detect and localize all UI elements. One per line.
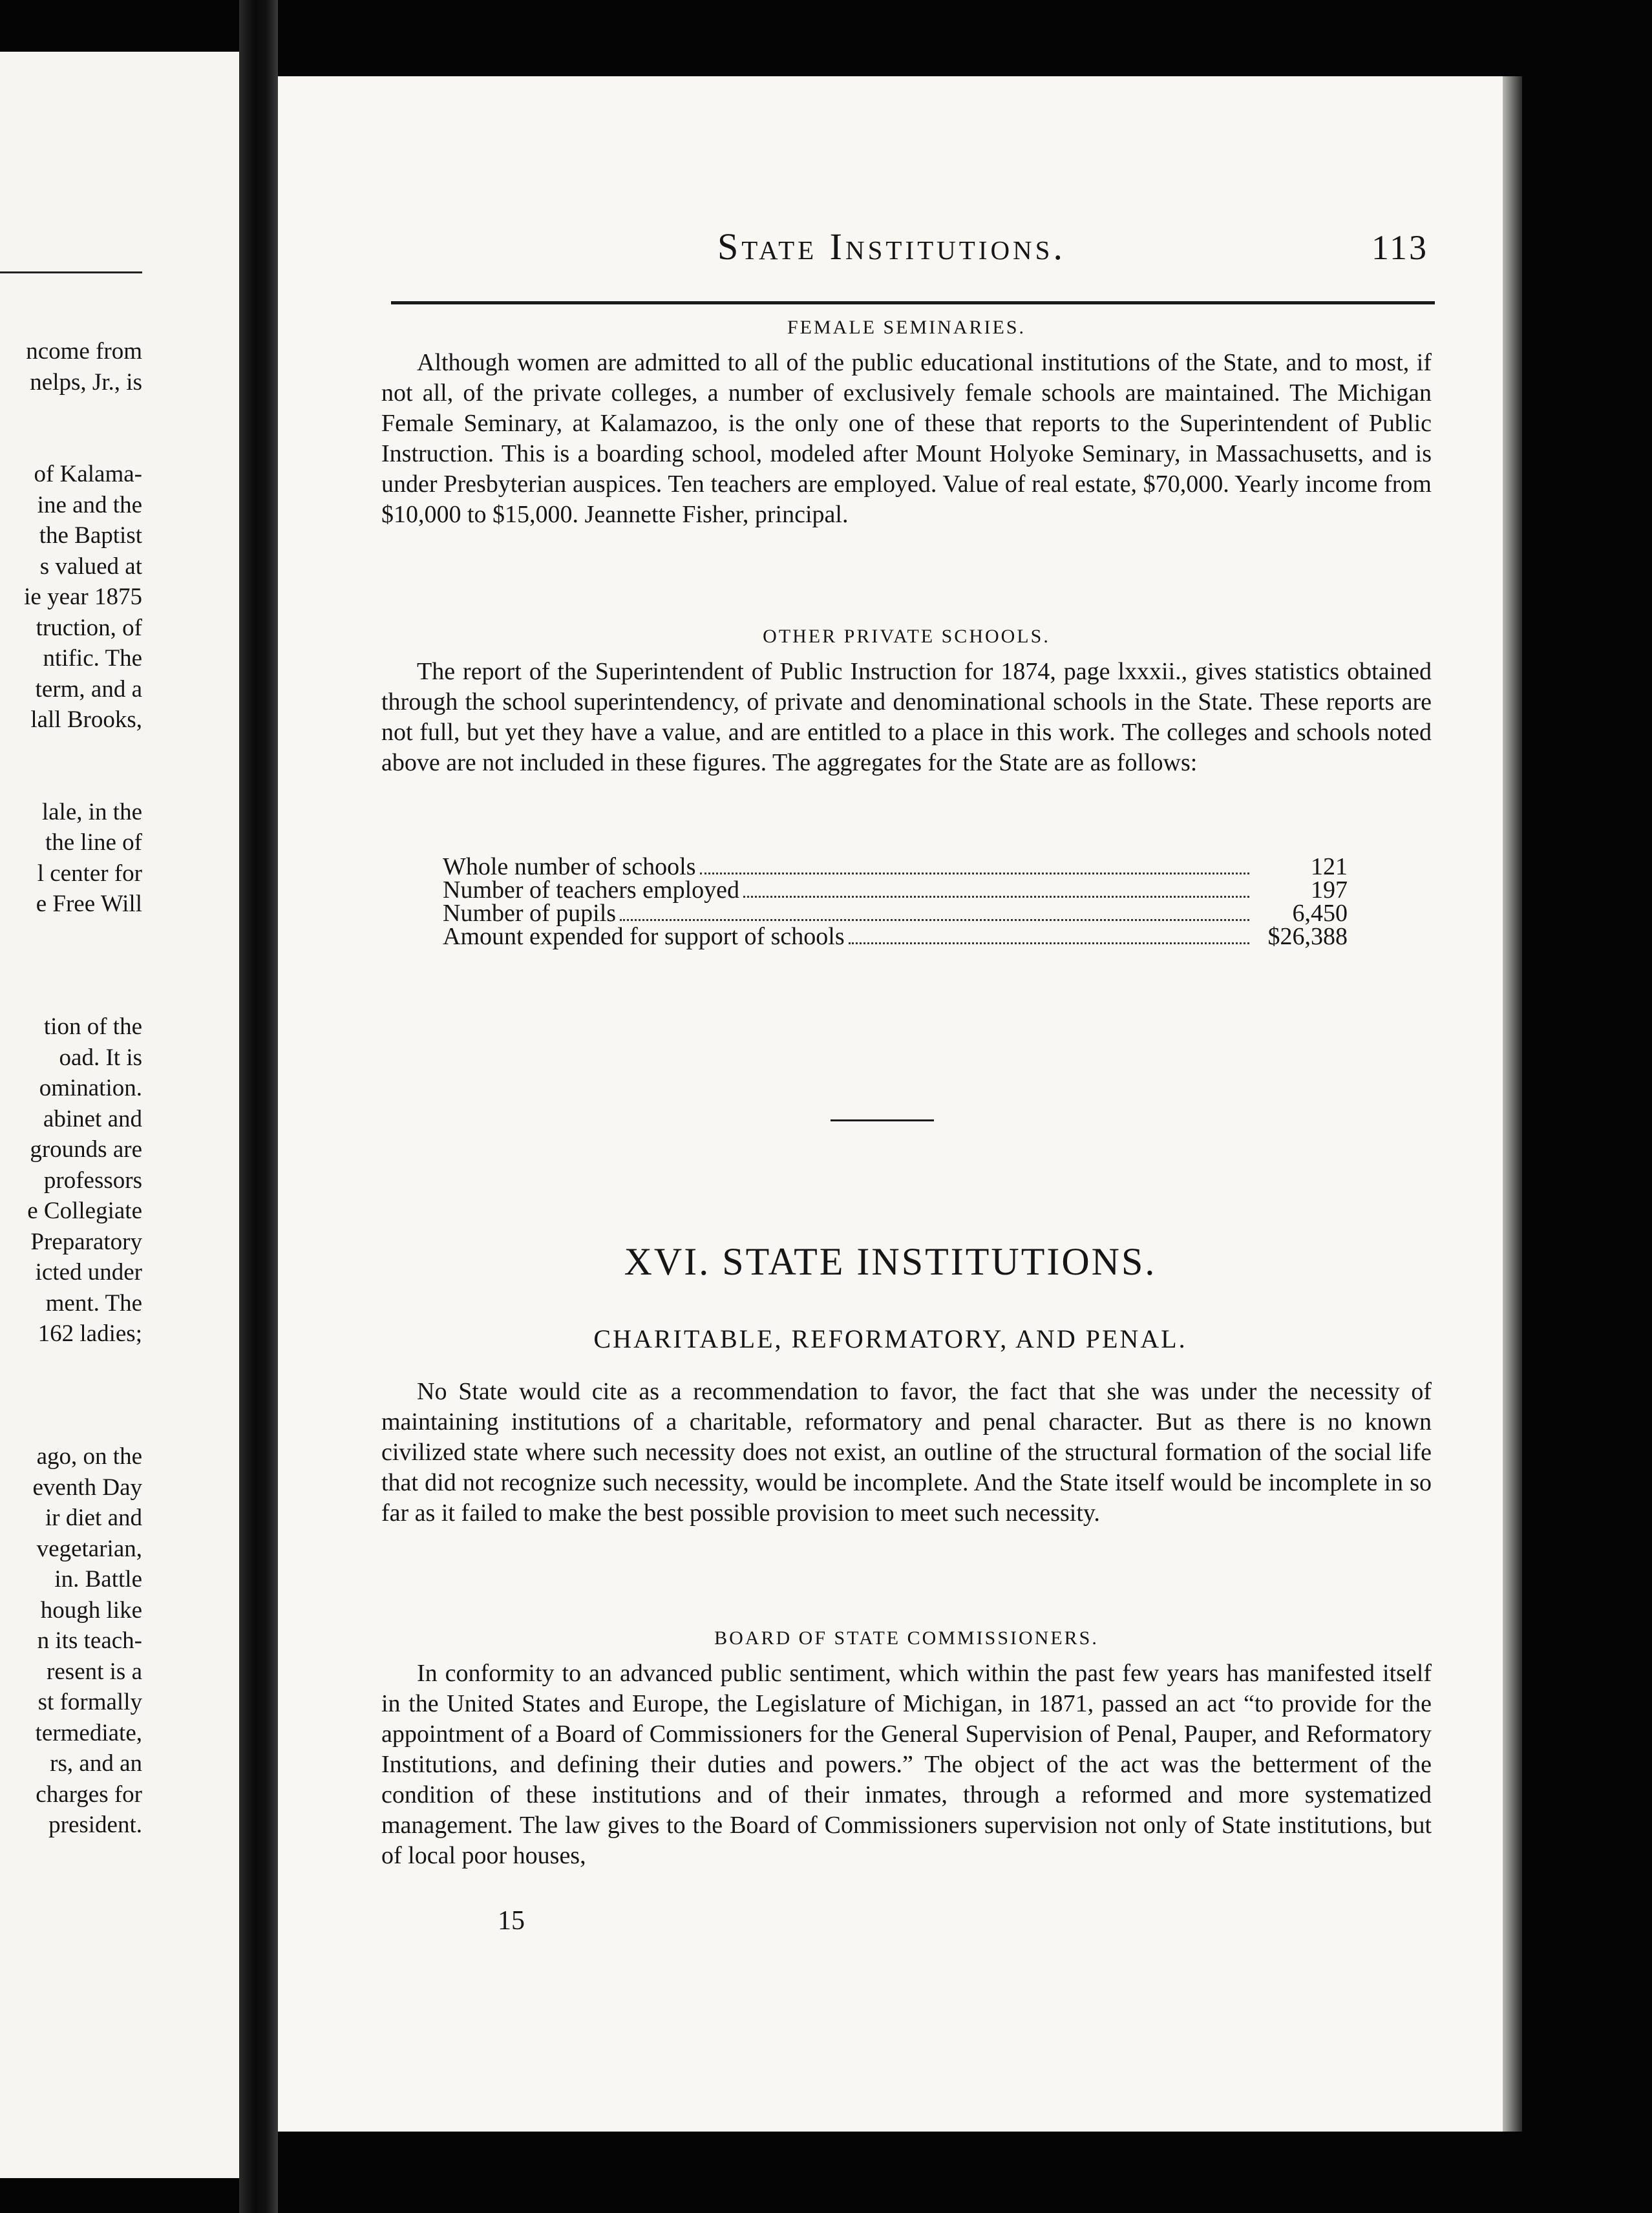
aggregate-row — [443, 855, 1348, 878]
aggregate-value: 121 — [1311, 853, 1348, 880]
previous-page-line — [0, 736, 142, 767]
previous-page-line: nelps, Jr., is — [30, 368, 142, 396]
aggregate-label: Whole number of schools — [443, 853, 696, 880]
previous-page-line: in. Battle — [54, 1566, 142, 1593]
paragraph-chapter-intro: No State would cite as a recommendation to favor, the fact that she was under the necessity of maintaining institutions of a charitable, reformatory and penal character. But as there is no known civilized state where such necessity does not exist, an outline of the structural formation of the social life that did not recognize such necessity, would be incomplete. And the State itself would be incomplete in so far as it failed to make the best possible provision to meet such necessity. — [381, 1378, 1432, 1527]
previous-page-text — [0, 336, 142, 1841]
previous-page-line — [0, 397, 142, 429]
previous-page-line: lale, in the — [41, 798, 142, 825]
section-heading-other-private-schools: OTHER PRIVATE SCHOOLS. — [763, 626, 1050, 647]
previous-page-line: 162 ladies; — [37, 1320, 142, 1347]
previous-page-line: charges for — [36, 1781, 142, 1808]
aggregate-label: Number of pupils — [443, 900, 617, 927]
previous-page-line: ago, on the — [36, 1443, 142, 1470]
previous-page-line: ir diet and — [45, 1505, 142, 1531]
previous-page-line: grounds are — [30, 1136, 142, 1163]
leader-dots — [849, 942, 1249, 944]
previous-page-line: ncome from — [26, 338, 142, 365]
other-private-schools-section — [381, 626, 1432, 778]
previous-page-line: lall Brooks, — [30, 706, 142, 733]
previous-page-fragment — [0, 52, 239, 2178]
running-head — [278, 225, 1503, 277]
previous-page-line: eventh Day — [32, 1474, 142, 1501]
page-edge-shadow — [1503, 76, 1522, 2132]
previous-page-line: ine and the — [37, 491, 142, 518]
previous-page-line — [0, 429, 142, 460]
leader-dots — [700, 873, 1249, 874]
aggregate-row — [443, 878, 1348, 902]
aggregate-value: $26,388 — [1267, 923, 1348, 950]
female-seminaries-section — [381, 317, 1432, 530]
previous-page-line: vegetarian, — [36, 1535, 142, 1562]
aggregate-label: Amount expended for support of schools — [443, 923, 845, 950]
previous-page-line — [0, 920, 142, 951]
board-section — [381, 1627, 1432, 1871]
previous-page-line: e Collegiate — [27, 1198, 142, 1224]
previous-page-line: e Free Will — [36, 891, 142, 917]
previous-page-line: termediate, — [35, 1719, 142, 1746]
page-number: 113 — [1371, 228, 1428, 267]
aggregate-label: Number of teachers employed — [443, 876, 739, 904]
section-heading-board: BOARD OF STATE COMMISSIONERS. — [714, 1627, 1099, 1649]
previous-page-line: l center for — [37, 860, 142, 887]
previous-page-line: the Baptist — [39, 522, 142, 549]
chapter-title: XVI. STATE INSTITUTIONS. — [624, 1240, 1157, 1283]
previous-page-line: abinet and — [43, 1105, 142, 1132]
aggregate-value: 6,450 — [1292, 900, 1348, 927]
previous-page-head-rule — [0, 271, 142, 273]
previous-page-line: term, and a — [35, 675, 142, 703]
previous-page-line: resent is a — [47, 1658, 142, 1685]
paragraph-female-seminaries: Although women are admitted to all of the public educational institutions of the State, and to most, if not all, of the private colleges, a number of exclusively female schools are maintained. The Michigan Female Seminary, at Kalamazoo, is the only one of these that reports to the Superintendent of Public Instruction. This is a boarding school, modeled after Mount Holyoke Seminary, in Massachusetts, and is under Presbyterian auspices. Ten teachers are employed. Value of real estate, $70,000. Yearly income from $10,000 to $15,000. Jeannette Fisher, principal. — [381, 349, 1432, 528]
previous-page-line — [0, 766, 142, 797]
previous-page-line: the line of — [45, 829, 142, 856]
paragraph-other-private-schools: The report of the Superintendent of Public Instruction for 1874, page lxxxii., gives statistics obtained through the school superintendency, of private and denominational schools in the State. These reports are not full, but yet they have a value, and are entitled to a place in this work. The colleges and schools noted above are not included in these figures. The aggregates for the State are as follows: — [381, 658, 1432, 776]
previous-page-line: of Kalama- — [34, 461, 142, 487]
previous-page-line: rs, and an — [50, 1750, 142, 1777]
header-rule — [391, 301, 1435, 304]
previous-page-line: truction, of — [36, 614, 142, 641]
aggregate-row — [443, 925, 1348, 948]
section-heading-female-seminaries: FEMALE SEMINARIES. — [787, 317, 1026, 338]
previous-page-line: president. — [48, 1812, 142, 1838]
aggregate-row — [443, 902, 1348, 925]
previous-page-line: ie year 1875 — [24, 584, 142, 610]
previous-page-line: Preparatory — [30, 1228, 142, 1255]
aggregates-table — [443, 855, 1348, 948]
previous-page-line: ment. The — [45, 1289, 142, 1317]
chapter-intro-section — [381, 1377, 1432, 1529]
previous-page-line: ntific. The — [43, 645, 142, 672]
previous-page-line: s valued at — [39, 553, 142, 580]
book-gutter — [239, 0, 278, 2213]
previous-page-line — [0, 1350, 142, 1381]
leader-dots — [743, 896, 1249, 898]
previous-page-line: hough like — [40, 1596, 142, 1624]
signature-mark: 15 — [498, 1906, 525, 1936]
chapter-subtitle: CHARITABLE, REFORMATORY, AND PENAL. — [593, 1324, 1187, 1353]
previous-page-line — [0, 950, 142, 981]
section-divider — [831, 1119, 934, 1121]
aggregate-value: 197 — [1311, 876, 1348, 904]
previous-page-line — [0, 981, 142, 1012]
previous-page-line: omination. — [39, 1075, 142, 1101]
paragraph-board: In conformity to an advanced public sentiment, which within the past few years has manifested itself in the United States and Europe, the Legislature of Michigan, in 1871, passed an act “to provide for the appointment of a Board of Commissioners for the General Supervision of Penal, Pauper, and Reformatory Institutions, and defining their duties and powers.” The object of the act was the betterment of the condition of these institutions and of their inmates, through a reformed and more systematized management. The law gives to the Board of Commissioners supervision not only of State institutions, but of local poor houses, — [381, 1660, 1432, 1869]
previous-page-line: icted under — [35, 1259, 142, 1286]
running-title: State Institutions. — [717, 226, 1066, 268]
previous-page-line: professors — [43, 1167, 142, 1194]
previous-page-line: st formally — [37, 1689, 142, 1715]
previous-page-line: tion of the — [43, 1013, 142, 1040]
leader-dots — [620, 919, 1249, 921]
previous-page-line — [0, 1380, 142, 1411]
previous-page-line: n its teach- — [37, 1627, 142, 1654]
previous-page-line: oad. It is — [59, 1044, 142, 1071]
book-page — [278, 76, 1503, 2132]
previous-page-line — [0, 1411, 142, 1442]
